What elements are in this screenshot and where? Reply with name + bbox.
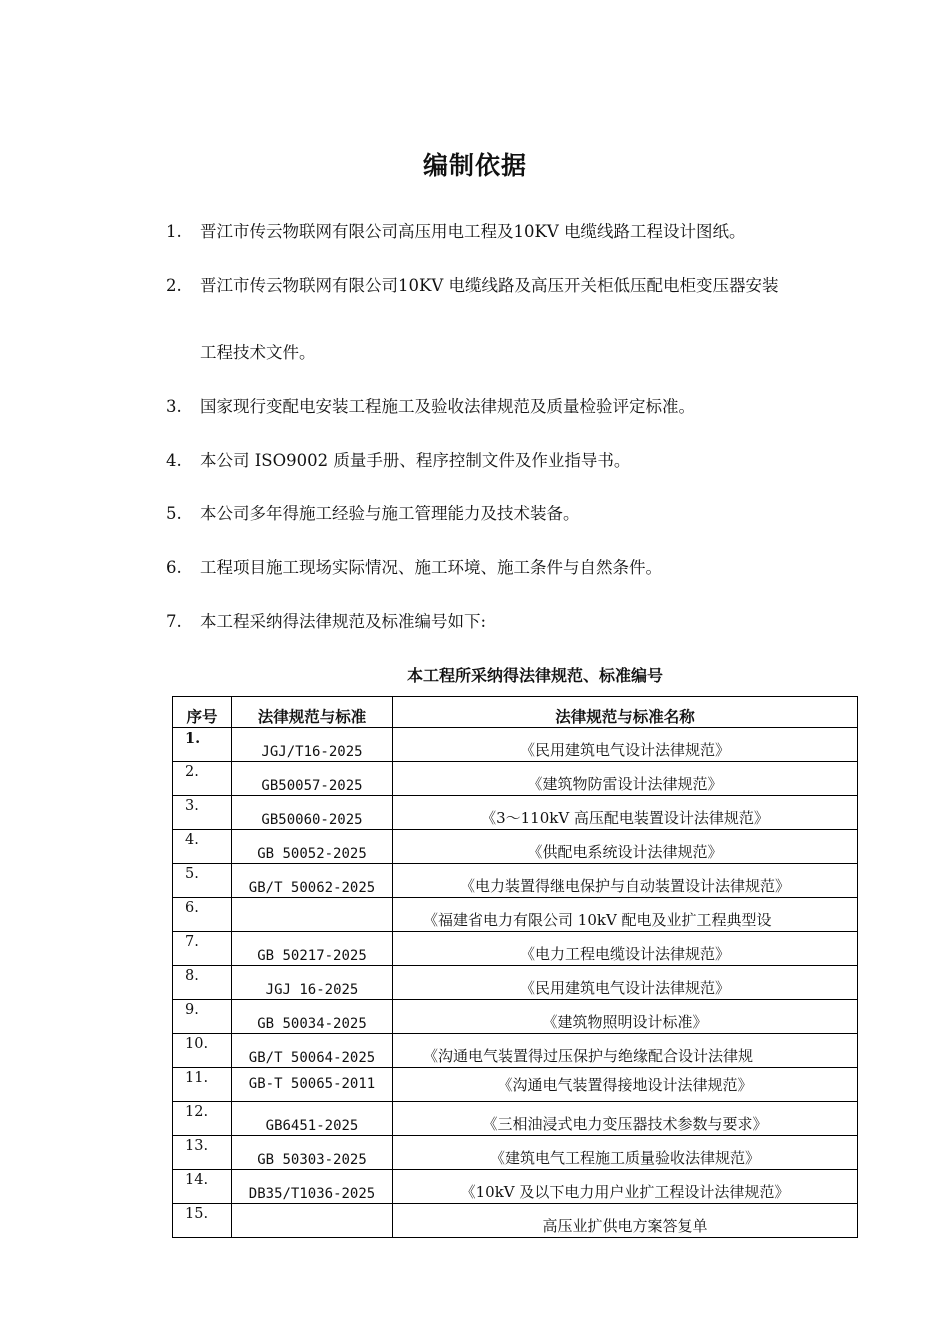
table-header-row	[173, 697, 858, 728]
row-number: 11.	[173, 1068, 232, 1102]
header-code: 法律规范与标准	[232, 697, 393, 728]
table-row	[173, 1034, 858, 1068]
row-number: 15.	[173, 1204, 232, 1238]
row-code	[232, 898, 393, 932]
basis-item-number: 6.	[166, 558, 182, 577]
row-name: 《沟通电气装置得过压保护与绝缘配合设计法律规	[393, 1034, 858, 1068]
row-code: GB 50217-2025	[232, 932, 393, 966]
row-code: GB6451-2025	[232, 1102, 393, 1136]
row-name: 高压业扩供电方案答复单	[393, 1204, 858, 1238]
basis-item-text: 晋江市传云物联网有限公司高压用电工程及10KV 电缆线路工程设计图纸。	[200, 222, 746, 241]
basis-item-number: 5.	[166, 504, 182, 523]
row-number: 8.	[173, 966, 232, 1000]
basis-item-text: 本公司多年得施工经验与施工管理能力及技术装备。	[200, 504, 580, 523]
standards-table	[172, 696, 858, 1238]
basis-item-number: 4.	[166, 451, 182, 470]
basis-item	[166, 272, 778, 296]
row-name: 《电力装置得继电保护与自动装置设计法律规范》	[393, 864, 858, 898]
basis-item	[166, 393, 695, 417]
basis-item	[166, 608, 486, 632]
basis-item-text: 本工程采纳得法律规范及标准编号如下:	[200, 612, 487, 631]
row-name: 《建筑物防雷设计法律规范》	[393, 762, 858, 796]
basis-item	[166, 447, 630, 471]
table-row	[173, 1136, 858, 1170]
basis-item-text: 晋江市传云物联网有限公司10KV 电缆线路及高压开关柜低压配电柜变压器安装	[200, 276, 779, 295]
header-number: 序号	[173, 697, 232, 728]
row-code: GB 50052-2025	[232, 830, 393, 864]
basis-item-number: 1.	[166, 222, 182, 241]
row-code: GB-T 50065-2011	[232, 1068, 393, 1102]
basis-item-text: 本公司 ISO9002 质量手册、程序控制文件及作业指导书。	[200, 451, 631, 470]
basis-item-continuation: 工程技术文件。	[200, 343, 316, 362]
row-number: 5.	[173, 864, 232, 898]
basis-item	[166, 218, 745, 242]
row-name: 《福建省电力有限公司 10kV 配电及业扩工程典型设	[393, 898, 858, 932]
row-code: GB/T 50064-2025	[232, 1034, 393, 1068]
basis-item	[166, 554, 662, 578]
row-code: GB50057-2025	[232, 762, 393, 796]
basis-item-number: 3.	[166, 397, 182, 416]
row-number: 12.	[173, 1102, 232, 1136]
basis-item-number: 2.	[166, 276, 182, 295]
table-row	[173, 932, 858, 966]
table-row	[173, 1102, 858, 1136]
row-name: 《沟通电气装置得接地设计法律规范》	[393, 1068, 858, 1102]
table-row	[173, 830, 858, 864]
row-name: 《建筑物照明设计标准》	[393, 1000, 858, 1034]
table-row	[173, 966, 858, 1000]
table-row	[173, 1000, 858, 1034]
row-code: GB50060-2025	[232, 796, 393, 830]
basis-item-text: 国家现行变配电安装工程施工及验收法律规范及质量检验评定标准。	[200, 397, 695, 416]
row-name: 《民用建筑电气设计法律规范》	[393, 728, 858, 762]
row-code: JGJ/T16-2025	[232, 728, 393, 762]
header-name: 法律规范与标准名称	[393, 697, 858, 728]
row-number: 7.	[173, 932, 232, 966]
basis-item-text: 工程项目施工现场实际情况、施工环境、施工条件与自然条件。	[200, 558, 662, 577]
basis-item	[166, 500, 580, 524]
basis-item-number: 7.	[166, 612, 182, 631]
row-code: GB 50303-2025	[232, 1136, 393, 1170]
row-code: GB 50034-2025	[232, 1000, 393, 1034]
table-row	[173, 762, 858, 796]
page-title: 编制依据	[422, 151, 527, 180]
row-number: 1.	[173, 728, 232, 762]
row-number: 10.	[173, 1034, 232, 1068]
table-row	[173, 898, 858, 932]
row-number: 6.	[173, 898, 232, 932]
row-number: 14.	[173, 1170, 232, 1204]
table-row	[173, 1068, 858, 1102]
table-caption: 本工程所采纳得法律规范、标准编号	[406, 666, 663, 685]
row-code: DB35/T1036-2025	[232, 1170, 393, 1204]
row-number: 3.	[173, 796, 232, 830]
row-code: GB/T 50062-2025	[232, 864, 393, 898]
row-number: 2.	[173, 762, 232, 796]
row-code: JGJ 16-2025	[232, 966, 393, 1000]
row-name: 《3～110kV 高压配电装置设计法律规范》	[393, 796, 858, 830]
row-number: 4.	[173, 830, 232, 864]
row-name: 《10kV 及以下电力用户业扩工程设计法律规范》	[393, 1170, 858, 1204]
row-name: 《供配电系统设计法律规范》	[393, 830, 858, 864]
table-row	[173, 728, 858, 762]
row-name: 《建筑电气工程施工质量验收法律规范》	[393, 1136, 858, 1170]
row-number: 13.	[173, 1136, 232, 1170]
table-row	[173, 796, 858, 830]
row-number: 9.	[173, 1000, 232, 1034]
table-row	[173, 1170, 858, 1204]
row-code	[232, 1204, 393, 1238]
table-row	[173, 1204, 858, 1238]
row-name: 《民用建筑电气设计法律规范》	[393, 966, 858, 1000]
table-row	[173, 864, 858, 898]
row-name: 《电力工程电缆设计法律规范》	[393, 932, 858, 966]
row-name: 《三相油浸式电力变压器技术参数与要求》	[393, 1102, 858, 1136]
